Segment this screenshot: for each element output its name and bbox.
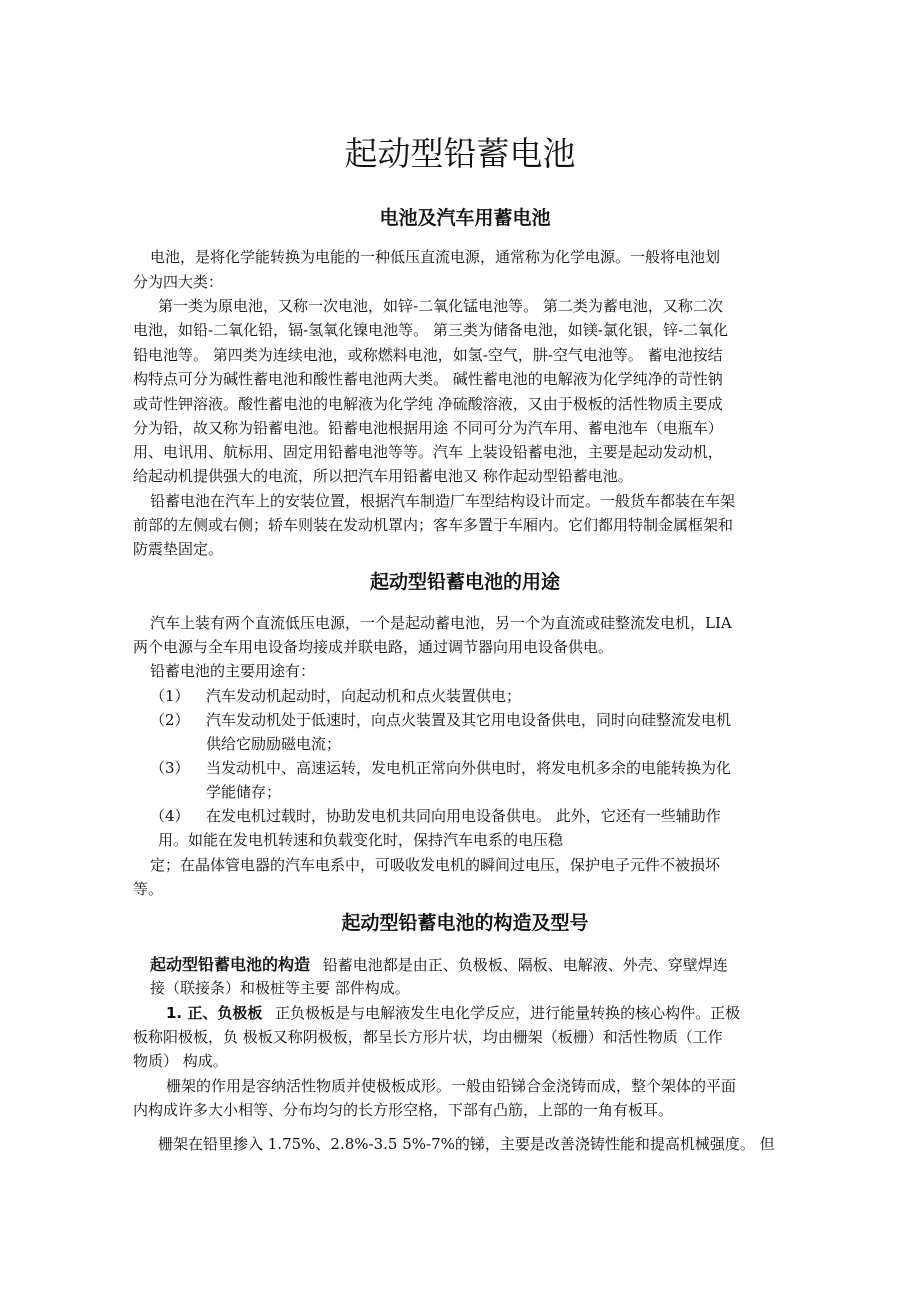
subheading-plates: 1. 正、负极板 (166, 1004, 263, 1022)
paragraph-line: 电池，如铅-二氧化铅，镉-氢氧化镍电池等。 第三类为储备电池，如镁-氯化银，锌-二氧化 (133, 321, 729, 339)
list-item-text: 汽车发动机处于低速时，向点火装置及其它用电设备供电，同时向硅整流发电机 (206, 711, 732, 729)
paragraph-line: 栅架的作用是容纳活性物质并使极板成形。一般由铅锑合金浇铸而成，整个架体的平面 (166, 1077, 737, 1095)
paragraph-text: 正负极板是与电解液发生电化学反应，进行能量转换的核心构件。正极 (275, 1004, 741, 1022)
paragraph-line: 栅架在铅里掺入 1.75%、2.8%-3.5 5%-7%的锑，主要是改善浇铸性能和提高机械强度。 但 (158, 1135, 775, 1153)
list-item-text: 在发电机过载时，协助发电机共同向用电设备供电。 此外，它还有一些辅助作 (206, 807, 721, 825)
paragraph-line: 铅电池等。 第四类为连续电池，或称燃料电池，如氢-空气，肼-空气电池等。 蓄电池按结 (133, 346, 723, 364)
paragraph-line: 铅蓄电池的主要用途有： (150, 662, 316, 680)
list-item-text: 学能储存； (206, 783, 282, 801)
subheading-construction: 起动型铅蓄电池的构造 (150, 955, 311, 974)
section-heading-uses: 起动型铅蓄电池的用途 (369, 571, 560, 593)
list-item-number: （3） (150, 759, 190, 777)
paragraph-line: 分为铅，故又称为铅蓄电池。铅蓄电池根据用途 不同可分为汽车用、蓄电池车（电瓶车） (133, 419, 723, 437)
paragraph-line: 给起动机提供强大的电流，所以把汽车用铅蓄电池又 称作起动型铅蓄电池。 (133, 467, 633, 485)
list-item-number: （2） (150, 711, 190, 729)
list-item-text: 当发动机中、高速运转，发电机正常向外供电时，将发电机多余的电能转换为化 (206, 759, 732, 777)
paragraph-line: 防震垫固定。 (133, 540, 224, 558)
paragraph-line (166, 1006, 740, 1021)
list-item-number: （1） (150, 687, 190, 705)
paragraph-line: 板称阳极板，负 极板又称阴极板，都呈长方形片状，均由栅架（板栅）和活性物质（工作 (133, 1028, 723, 1046)
section-heading-batteries: 电池及汽车用蓄电池 (379, 207, 551, 229)
paragraph-line: 第一类为原电池，又称一次电池，如锌-二氧化锰电池等。 第二类为蓄电池，又称二次 (158, 297, 723, 315)
list-item-text: 汽车发动机起动时，向起动机和点火装置供电； (206, 687, 522, 705)
paragraph-line (150, 957, 728, 973)
list-item-text: 供给它励励磁电流； (206, 735, 342, 753)
paragraph-line: 两个电源与全车用电设备均接成并联电路，通过调节器向用电设备供电。 (133, 638, 614, 656)
paragraph-line: 或苛性钾溶液。酸性蓄电池的电解液为化学纯 净硫酸溶液，又由于极板的活性物质主要成 (133, 395, 723, 413)
list-item-number: （4） (150, 807, 190, 825)
paragraph-line: 用。如能在发电机转速和负载变化时，保持汽车电系的电压稳 (158, 831, 564, 849)
paragraph-line: 等。 (133, 880, 164, 898)
paragraph-text: 铅蓄电池都是由正、负极板、隔板、电解液、外壳、穿壁焊连 (322, 956, 728, 974)
section-heading-construction: 起动型铅蓄电池的构造及型号 (341, 912, 589, 934)
paragraph-line: 汽车上装有两个直流低压电源，一个是起动蓄电池，另一个为直流或硅整流发电机，LIA (150, 614, 732, 632)
paragraph-line: 内构成许多大小相等、分布均匀的长方形空格，下部有凸筋，上部的一角有板耳。 (133, 1101, 674, 1119)
paragraph-line: 铅蓄电池在汽车上的安装位置，根据汽车制造厂车型结构设计而定。一般货车都装在车架 (150, 492, 736, 510)
paragraph-line: 接（联接条）和极桩等主要 部件构成。 (150, 979, 410, 997)
paragraph-line: 物质） 构成。 (133, 1052, 228, 1070)
paragraph-line: 定；在晶体管电器的汽车电系中，可吸收发电机的瞬间过电压，保护电子元件不被损坏 (150, 856, 721, 874)
paragraph-line: 前部的左侧或右侧；轿车则装在发动机罩内；客车多置于车厢内。它们都用特制金属框架和 (133, 516, 734, 534)
document-title: 起动型铅蓄电池 (344, 134, 576, 173)
paragraph-line: 电池，是将化学能转换为电能的一种低压直流电源，通常称为化学电源。一般将电池划 (150, 248, 721, 266)
paragraph-line: 构特点可分为碱性蓄电池和酸性蓄电池两大类。 碱性蓄电池的电解液为化学纯净的苛性钠 (133, 370, 723, 388)
paragraph-line: 分为四大类： (133, 273, 224, 291)
paragraph-line: 用、电讯用、航标用、固定用铅蓄电池等等。汽车 上装设铅蓄电池，主要是起动发动机， (133, 443, 723, 461)
